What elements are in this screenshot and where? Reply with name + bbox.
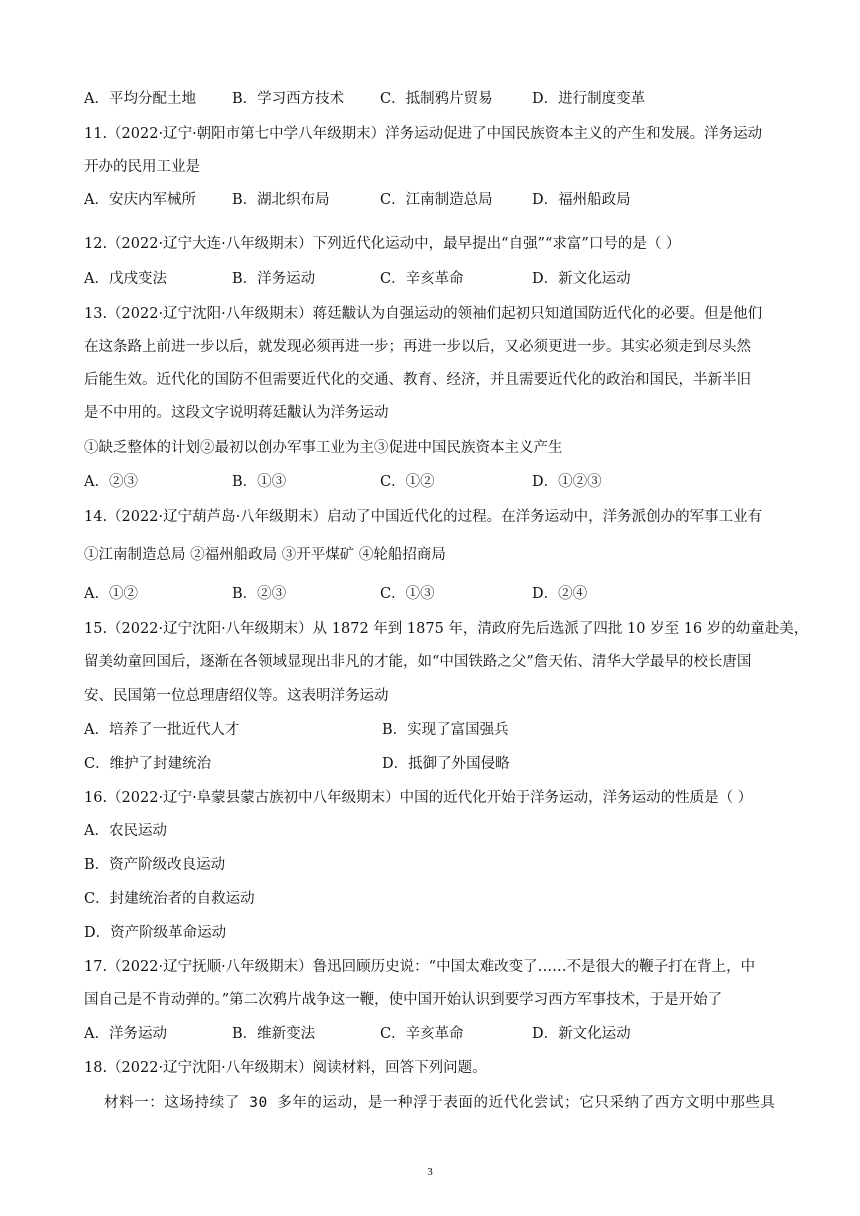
q15-option-b[interactable]: B．实现了富国强兵: [382, 722, 509, 738]
q16-option-a[interactable]: A．农民运动: [84, 823, 167, 839]
q17-stem-line2: 国自己是不肯动弹的。”第二次鸦片战争这一鞭，使中国开始认识到要学习西方军事技术，于是开始了: [84, 992, 723, 1008]
q12-option-d[interactable]: D．新文化运动: [532, 271, 631, 287]
q15-stem-line1: 15.（2022·辽宁沈阳·八年级期末）从 1872 年到 1875 年，清政府先后选派了四批 10 岁至 16 岁的幼童赴美，: [84, 621, 809, 637]
q15-option-d[interactable]: D．抵御了外国侵略: [382, 756, 510, 772]
q16-stem-line1: 16.（2022·辽宁·阜蒙县蒙古族初中八年级期末）中国的近代化开始于洋务运动，洋务运动的性质是（ ）: [84, 790, 753, 806]
q13-option-b[interactable]: B．①③: [232, 474, 287, 490]
q17-option-b[interactable]: B．维新变法: [232, 1026, 316, 1042]
q13-statements: ①缺乏整体的计划②最初以创办军事工业为主③促进中国民族资本主义产生: [84, 440, 563, 456]
q14-stem-line1: 14.（2022·辽宁葫芦岛·八年级期末）启动了中国近代化的过程。在洋务运动中，洋务派创办的军事工业有: [84, 509, 763, 525]
q12-stem-line1: 12.（2022·辽宁大连·八年级期末）下列近代化运动中，最早提出“自强”“求富”口号的是（ ）: [84, 236, 681, 252]
q10-option-d[interactable]: D．进行制度变革: [532, 91, 646, 107]
q18-stem-line1: 18.（2022·辽宁沈阳·八年级期末）阅读材料，回答下列问题。: [84, 1060, 487, 1076]
q10-option-b[interactable]: B．学习西方技术: [232, 91, 345, 107]
q15-stem-line2: 留美幼童回国后，逐渐在各领域显现出非凡的才能，如“中国铁路之父”詹天佑、清华大学最早的校长唐国: [84, 654, 752, 670]
q14-statements: ①江南制造总局 ②福州船政局 ③开平煤矿 ④轮船招商局: [84, 547, 446, 563]
q12-option-b[interactable]: B．洋务运动: [232, 271, 316, 287]
q15-option-a[interactable]: A．培养了一批近代人才: [84, 722, 240, 738]
q14-option-b[interactable]: B．②③: [232, 586, 287, 602]
q13-option-a[interactable]: A．②③: [84, 474, 138, 490]
q16-option-d[interactable]: D．资产阶级革命运动: [84, 925, 227, 941]
q17-option-c[interactable]: C．辛亥革命: [380, 1026, 464, 1042]
q18-material-1: 材料一：这场持续了 30 多年的运动，是一种浮于表面的近代化尝试；它只采纳了西方文明中那些具: [104, 1095, 776, 1111]
q11-stem-line2: 开办的民用工业是: [84, 159, 200, 175]
q17-option-a[interactable]: A．洋务运动: [84, 1026, 167, 1042]
q12-option-a[interactable]: A．戊戌变法: [84, 271, 167, 287]
q16-option-b[interactable]: B．资产阶级改良运动: [84, 857, 226, 873]
q11-option-b[interactable]: B．湖北织布局: [232, 192, 330, 208]
q16-option-c[interactable]: C．封建统治者的自救运动: [84, 891, 255, 907]
q11-option-a[interactable]: A．安庆内军械所: [84, 192, 196, 208]
q13-option-d[interactable]: D．①②③: [532, 474, 602, 490]
q13-stem-line1: 13.（2022·辽宁沈阳·八年级期末）蒋廷黻认为自强运动的领袖们起初只知道国防近代化的必要。但是他们: [84, 306, 763, 322]
q13-stem-line2: 在这条路上前进一步以后，就发现必须再进一步；再进一步以后，又必须更进一步。其实必须走到尽头然: [84, 339, 751, 355]
q14-option-c[interactable]: C．①③: [380, 586, 435, 602]
q15-option-c[interactable]: C．维护了封建统治: [84, 756, 212, 772]
page-number: 3: [427, 1166, 433, 1178]
q17-option-d[interactable]: D．新文化运动: [532, 1026, 631, 1042]
q11-option-d[interactable]: D．福州船政局: [532, 192, 631, 208]
q10-option-a[interactable]: A．平均分配土地: [84, 91, 196, 107]
q11-option-c[interactable]: C．江南制造总局: [380, 192, 493, 208]
q14-option-d[interactable]: D．②④: [532, 586, 588, 602]
q15-stem-line3: 安、民国第一位总理唐绍仪等。这表明洋务运动: [84, 688, 389, 704]
q13-stem-line3: 后能生效。近代化的国防不但需要近代化的交通、教育、经济，并且需要近代化的政治和国民，半新半旧: [84, 372, 751, 388]
q12-option-c[interactable]: C．辛亥革命: [380, 271, 464, 287]
q14-option-a[interactable]: A．①②: [84, 586, 138, 602]
q17-stem-line1: 17.（2022·辽宁抚顺·八年级期末）鲁迅回顾历史说：“中国太难改变了……不是很大的鞭子打在背上，中: [84, 959, 756, 975]
q13-option-c[interactable]: C．①②: [380, 474, 435, 490]
q11-stem-line1: 11.（2022·辽宁·朝阳市第七中学八年级期末）洋务运动促进了中国民族资本主义的产生和发展。洋务运动: [84, 126, 763, 142]
q10-option-c[interactable]: C．抵制鸦片贸易: [380, 91, 493, 107]
q13-stem-line4: 是不中用的。这段文字说明蒋廷黻认为洋务运动: [84, 405, 389, 421]
